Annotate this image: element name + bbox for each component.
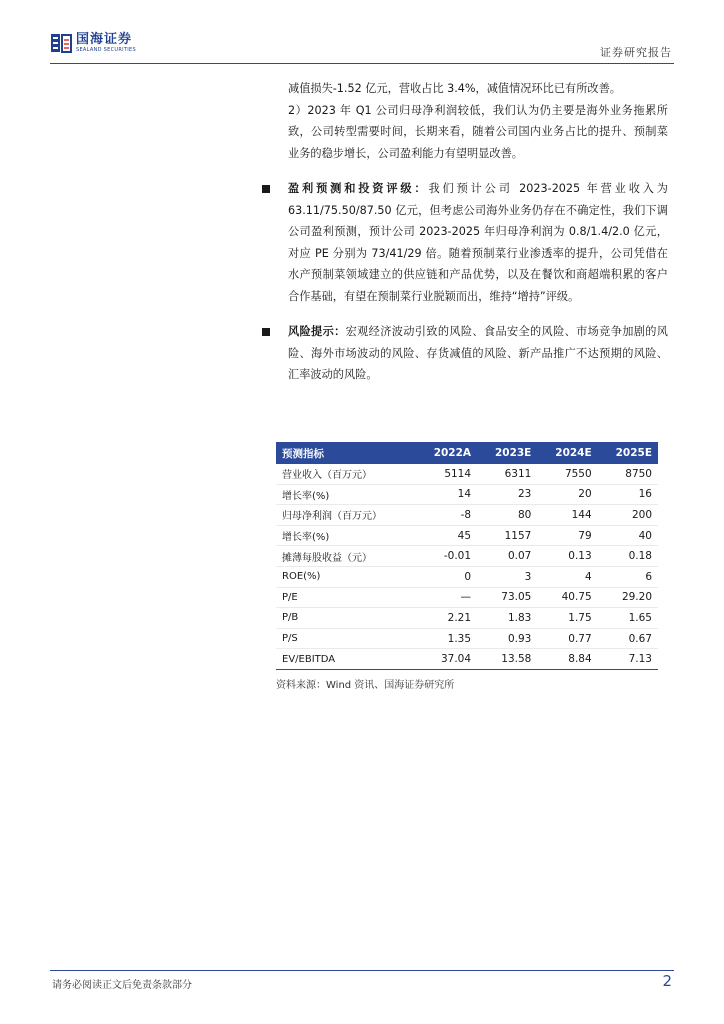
table-cell: 6311 bbox=[477, 464, 537, 484]
table-row bbox=[276, 464, 658, 484]
table-cell: 79 bbox=[537, 525, 597, 546]
table-header-row bbox=[276, 442, 658, 464]
row-label: P/B bbox=[276, 608, 416, 629]
table-cell: 40 bbox=[598, 525, 658, 546]
row-label: P/S bbox=[276, 628, 416, 649]
row-label: 增长率(%) bbox=[276, 484, 416, 505]
row-label: 摊薄每股收益（元） bbox=[276, 546, 416, 567]
row-label: 增长率(%) bbox=[276, 525, 416, 546]
forecast-table-block bbox=[276, 442, 658, 691]
table-cell: 7550 bbox=[537, 464, 597, 484]
table-cell: 16 bbox=[598, 484, 658, 505]
table-cell: 7.13 bbox=[598, 649, 658, 670]
header-cell-2025e: 2025E bbox=[598, 442, 658, 464]
table-cell: 5114 bbox=[416, 464, 478, 484]
table-row bbox=[276, 608, 658, 629]
table-cell: 13.58 bbox=[477, 649, 537, 670]
table-row bbox=[276, 649, 658, 670]
header-cell-2022a: 2022A bbox=[416, 442, 478, 464]
disclaimer-note: 请务必阅读正文后免责条款部分 bbox=[52, 980, 192, 991]
risk-text: 宏观经济波动引致的风险、食品安全的风险、市场竞争加剧的风险、海外市场波动的风险、存货减值的风险、新产品推广不达预期的风险、汇率波动的风险。 bbox=[288, 325, 668, 381]
table-cell: 3 bbox=[477, 566, 537, 587]
forecast-text: 我们预计公司 2023-2025 年营业收入为 63.11/75.50/87.50 亿元，但考虑公司海外业务仍存在不确定性，我们下调公司盈利预测，预计公司 2023-2025 年归母净利润为 0.8/1.4/2.0 亿元，对应 PE 分别为 73/41/29 倍。随着预制菜行业渗透率的提升，公司凭借在水产预制菜领域建立的供应链和产品优势，以及在餐饮和商超端积累的客户合作基础，有望在预制菜行业脱颖而出，维持“增持”评级。 bbox=[288, 182, 668, 303]
table-row bbox=[276, 628, 658, 649]
header-cell-2023e: 2023E bbox=[477, 442, 537, 464]
table-cell: 8.84 bbox=[537, 649, 597, 670]
table-row bbox=[276, 484, 658, 505]
paragraph-impairment: 减值损失-1.52 亿元，营收占比 3.4%，减值情况环比已有所改善。 bbox=[288, 82, 621, 95]
table-cell: 1157 bbox=[477, 525, 537, 546]
logo-english-name: SEALAND SECURITIES bbox=[76, 47, 136, 53]
table-cell: 200 bbox=[598, 505, 658, 526]
table-cell: 2.21 bbox=[416, 608, 478, 629]
table-row bbox=[276, 525, 658, 546]
table-cell: 8750 bbox=[598, 464, 658, 484]
square-bullet-icon bbox=[262, 185, 270, 193]
table-cell: 0.77 bbox=[537, 628, 597, 649]
table-cell: 0.18 bbox=[598, 546, 658, 567]
table-cell: 80 bbox=[477, 505, 537, 526]
table-cell: 1.35 bbox=[416, 628, 478, 649]
table-cell: 0.07 bbox=[477, 546, 537, 567]
forecast-section bbox=[288, 178, 668, 307]
table-cell: 45 bbox=[416, 525, 478, 546]
table-cell: 0.93 bbox=[477, 628, 537, 649]
report-type-label: 证券研究报告 bbox=[600, 46, 672, 59]
table-cell: 23 bbox=[477, 484, 537, 505]
table-cell: 1.65 bbox=[598, 608, 658, 629]
table-cell: 6 bbox=[598, 566, 658, 587]
table-cell: 1.75 bbox=[537, 608, 597, 629]
forecast-heading: 盈利预测和投资评级： bbox=[288, 182, 429, 195]
table-cell: 29.20 bbox=[598, 587, 658, 608]
paragraph-q1-profit: 2）2023 年 Q1 公司归母净利润较低，我们认为仍主要是海外业务拖累所致，公司转型需要时间，长期来看，随着公司国内业务占比的提升、预制菜业务的稳步增长，公司盈利能力有望明显改善。 bbox=[288, 103, 668, 160]
company-logo bbox=[50, 30, 136, 56]
table-cell: 144 bbox=[537, 505, 597, 526]
row-label: EV/EBITDA bbox=[276, 649, 416, 670]
report-body bbox=[288, 78, 668, 386]
table-cell: -0.01 bbox=[416, 546, 478, 567]
header-cell-2024e: 2024E bbox=[537, 442, 597, 464]
logo-chinese-name: 国海证券 bbox=[76, 32, 133, 47]
table-cell: 14 bbox=[416, 484, 478, 505]
table-cell: — bbox=[416, 587, 478, 608]
sealand-logo-icon bbox=[50, 32, 72, 54]
table-cell: 20 bbox=[537, 484, 597, 505]
risk-paragraph bbox=[288, 321, 668, 386]
row-label: 归母净利润（百万元） bbox=[276, 505, 416, 526]
header-cell-indicator: 预测指标 bbox=[276, 442, 416, 464]
table-cell: 0 bbox=[416, 566, 478, 587]
row-label: 营业收入（百万元） bbox=[276, 464, 416, 484]
page-number: 2 bbox=[662, 972, 672, 990]
header-divider bbox=[50, 63, 674, 64]
table-row bbox=[276, 505, 658, 526]
square-bullet-icon bbox=[262, 328, 270, 336]
table-cell: 1.83 bbox=[477, 608, 537, 629]
table-cell: 0.13 bbox=[537, 546, 597, 567]
forecast-table bbox=[276, 442, 658, 670]
table-cell: 4 bbox=[537, 566, 597, 587]
row-label: ROE(%) bbox=[276, 566, 416, 587]
table-source-note: 资料来源：Wind 资讯、国海证券研究所 bbox=[276, 679, 455, 691]
table-row bbox=[276, 587, 658, 608]
table-row bbox=[276, 546, 658, 567]
forecast-paragraph bbox=[288, 178, 668, 307]
page-header bbox=[50, 28, 674, 62]
table-cell: 0.67 bbox=[598, 628, 658, 649]
table-cell: 40.75 bbox=[537, 587, 597, 608]
table-cell: 37.04 bbox=[416, 649, 478, 670]
risk-section bbox=[288, 321, 668, 386]
risk-heading: 风险提示： bbox=[288, 325, 346, 338]
table-cell: -8 bbox=[416, 505, 478, 526]
table-row bbox=[276, 566, 658, 587]
table-cell: 73.05 bbox=[477, 587, 537, 608]
row-label: P/E bbox=[276, 587, 416, 608]
footer-divider bbox=[50, 970, 674, 971]
